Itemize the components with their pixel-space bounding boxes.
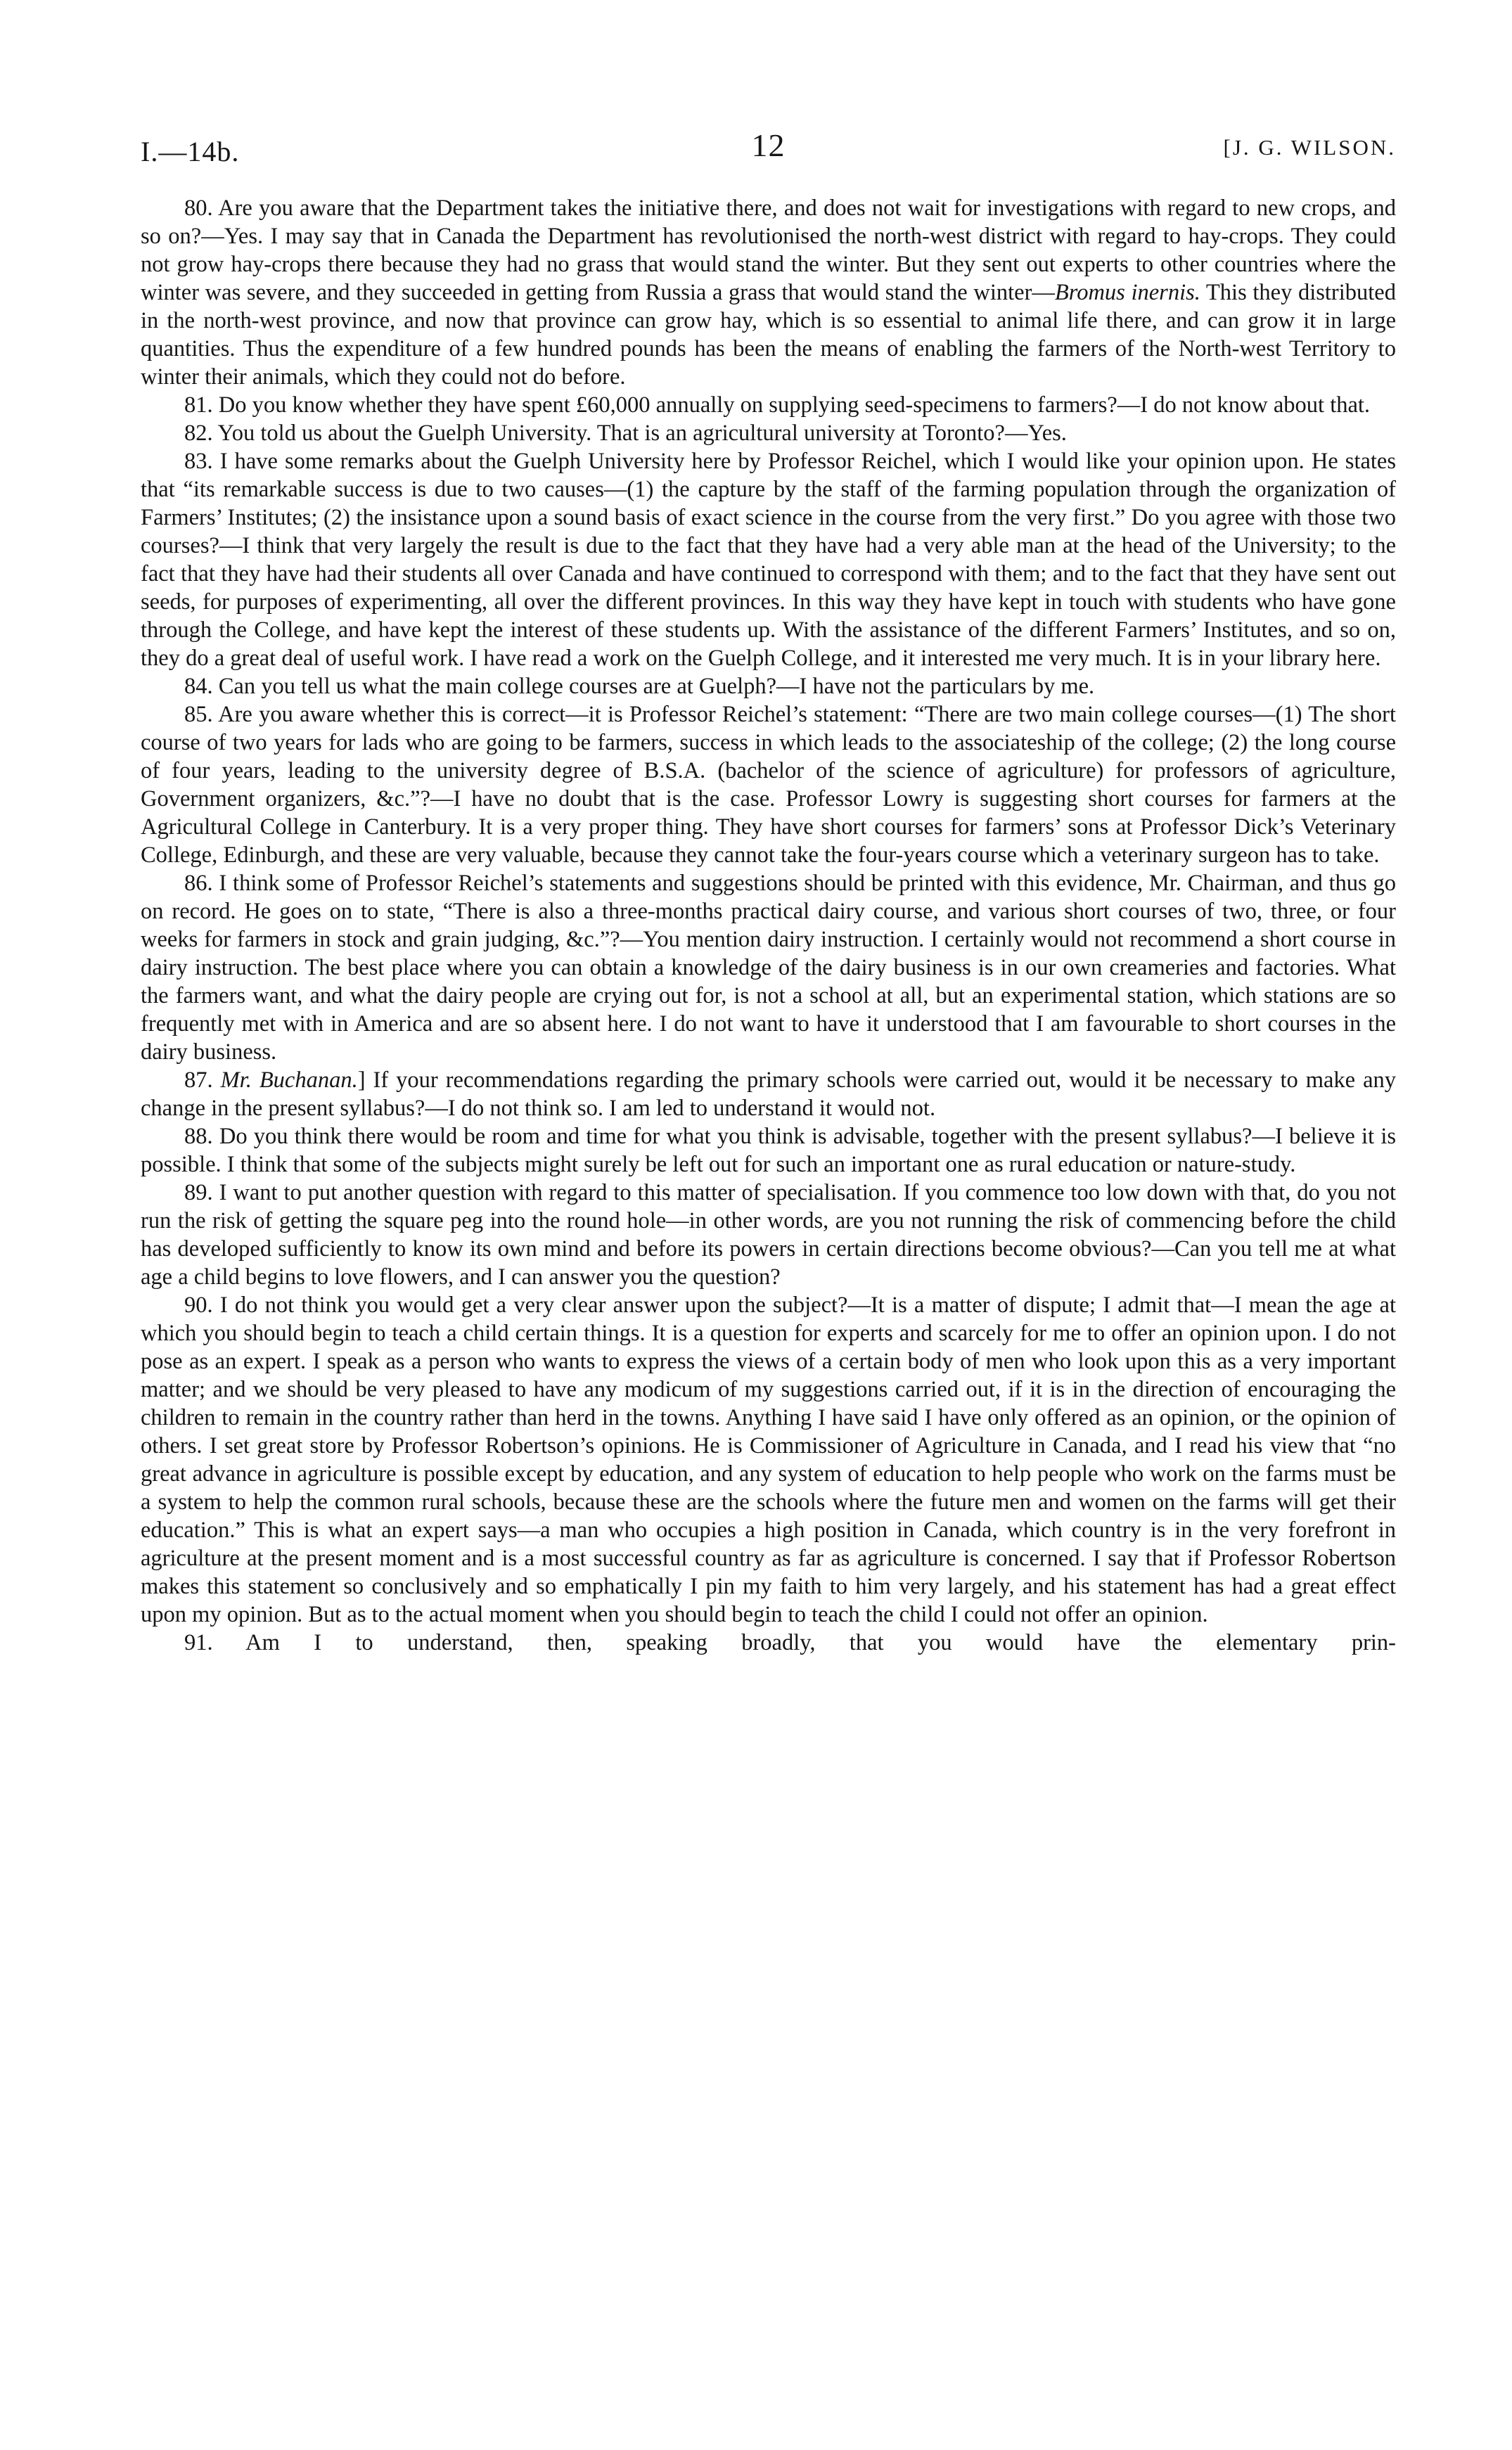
paragraph-text: I think some of Professor Reichel’s statements and suggestions should be printed with this evidence, Mr. Chairman, and thus go on record. He goes on to state, “There is also a three-months practical dairy course, and various short courses of two, three, or four weeks for farmers in stock and grain judging, &c.”?—You mention dairy instruction. I certainly would not recommend a short course in dairy instruction. The best place where you can obtain a knowledge of the dairy business is in our own creameries and factories. What the farmers want, and what the dairy people are crying out for, is not a school at all, but an experimental station, which stations are so frequently met with in America and are so absent here. I do not want to have it understood that I am favourable to short courses in the dairy business. [141,871,1396,1065]
running-header [141,127,1396,176]
paragraph-91 [141,1629,1396,1657]
paragraph-81 [141,391,1396,419]
paragraph-83 [141,447,1396,672]
paragraph-number: 86. [184,871,213,896]
speaker-name: Mr. Buchanan. [220,1067,358,1093]
paragraph-number: 91. [184,1630,213,1655]
paragraph-number: 82. [184,421,213,446]
paragraph-number: 90. [184,1293,213,1318]
paragraph-87 [141,1066,1396,1122]
paper-reference: I.—14b. [141,136,240,167]
paragraph-80 [141,194,1396,391]
paragraph-text: Do you think there would be room and time for what you think is advisable, together with the present syllabus?—I believe it is possible. I think that some of the subjects might surely be left out for such an important one as rural education or nature-study. [141,1124,1397,1177]
paragraph-number: 80. [184,195,213,221]
paragraph-number: 87. [184,1067,213,1093]
document-page [141,127,1396,1657]
paragraph-90 [141,1291,1396,1629]
witness-name: [J. G. WILSON. [1223,135,1396,160]
paragraph-number: 85. [184,702,213,727]
paragraph-85 [141,700,1396,869]
paragraph-86 [141,869,1396,1066]
paragraph-number: 89. [184,1180,213,1205]
paragraph-text: You told us about the Guelph University. That is an agricultural university at Toronto?—Yes. [217,421,1067,446]
paragraph-text: Am I to understand, then, speaking broadly, that you would have the elementary prin- [245,1630,1396,1655]
paragraph-text: ] If your recommendations regarding the primary schools were carried out, would it be necessary to make any change in the present syllabus?—I do not think so. I am led to understand it would not. [141,1067,1397,1121]
paragraph-number: 84. [184,674,213,699]
paragraph-text: I do not think you would get a very clear answer upon the subject?—It is a matter of dispute; I admit that—I mean the age at which you should begin to teach a child certain things. It is a question for experts and scarcely for me to offer an opinion upon. I do not pose as an expert. I speak as a person who wants to express the views of a certain body of men who look upon this as a very important matter; and we should be very pleased to have any modicum of my suggestions carried out, if it is in the direction of encouraging the children to remain in the country rather than herd in the towns. Anything I have said I have only offered as an opinion, or the opinion of others. I set great store by Professor Robertson’s opinions. He is Commissioner of Agriculture in Canada, and I read his view that “no great advance in agriculture is possible except by education, and any system of education to help people who work on the farms must be a system to help the common rural schools, because these are the schools where the future men and women on the farms will get their education.” This is what an expert says—a man who occupies a high position in Canada, which country is in the very forefront in agriculture at the present moment and is a most successful country as far as agriculture is concerned. I say that if Professor Robertson makes this statement so conclusively and so emphatically I pin my faith to him very largely, and his statement has had a great effect upon my opinion. But as to the actual moment when you should begin to teach the child I could not offer an opinion. [141,1293,1396,1627]
paragraph-number: 88. [184,1124,213,1149]
paragraph-text: Are you aware whether this is correct—it is Professor Reichel’s statement: “There are two main college courses—(1) The short course of two years for lads who are going to be farmers, success in which leads to the associateship of the college; (2) the long course of four years, leading to the university degree of B.S.A. (bachelor of the science of agriculture) for professors of agriculture, Government organizers, &c.”?—I have no doubt that is the case. Professor Lowry is suggesting short courses for farmers at the Agricultural College in Canterbury. It is a very proper thing. They have short courses for farmers’ sons at Professor Dick’s Veterinary College, Edinburgh, and these are very valuable, because they cannot take the four-years course which a veterinary surgeon has to take. [141,702,1396,868]
paragraph-number: 83. [184,449,213,474]
paragraph-89 [141,1179,1396,1291]
paragraph-text: Are you aware that the Department takes the initiative there, and does not wait for investigations with regard to new crops, and so on?—Yes. I may say that in Canada the Department has revolutionised the north-west district with regard to hay-crops. They could not grow hay-crops there because they had no grass that would stand the winter. But they sent out experts to other countries where the winter was severe, and they succeeded in getting from Russia a grass that would stand the winter— [141,195,1396,305]
paragraph-82 [141,419,1396,447]
paragraph-text-continued: This they distributed in the north-west province, and now that province can grow hay, which is so essential to animal life there, and can grow it in large quantities. Thus the expenditure of a few hundred pounds has been the means of enabling the farmers of the North-west Territory to winter their animals, which they could not do before. [141,280,1396,390]
paragraph-84 [141,672,1396,700]
paragraph-text: Can you tell us what the main college courses are at Guelph?—I have not the particulars by me. [218,674,1095,699]
paragraph-text: I have some remarks about the Guelph University here by Professor Reichel, which I would like your opinion upon. He states that “its remarkable success is due to two causes—(1) the capture by the staff of the farming population through the organization of Farmers’ Institutes; (2) the insistance upon a sound basis of exact science in the course from the very first.” Do you agree with those two courses?—I think that very largely the result is due to the fact that they have had a very able man at the head of the University; to the fact that they have had their students all over Canada and have continued to correspond with them; and to the fact that they have sent out seeds, for purposes of experimenting, all over the different provinces. In this way they have kept in touch with students who have gone through the College, and have kept the interest of these students up. With the assistance of the different Farmers’ Institutes, and so on, they do a great deal of useful work. I have read a work on the Guelph College, and it interested me very much. It is in your library here. [141,449,1396,671]
evidence-body [141,194,1396,1657]
paragraph-88 [141,1122,1396,1179]
paragraph-number: 81. [184,392,213,418]
paragraph-text: I want to put another question with regard to this matter of specialisation. If you commence too low down with that, do you not run the risk of getting the square peg into the round hole—in other words, are you not running the risk of commencing before the child has developed sufficiently to know its own mind and before its powers in certain directions become obvious?—Can you tell me at what age a child begins to love flowers, and I can answer you the question? [141,1180,1397,1290]
page-number: 12 [751,127,786,163]
italic-species-name: Bromus inernis. [1054,280,1200,305]
paragraph-text: Do you know whether they have spent £60,000 annually on supplying seed-specimens to farmers?—I do not know about that. [218,392,1371,418]
